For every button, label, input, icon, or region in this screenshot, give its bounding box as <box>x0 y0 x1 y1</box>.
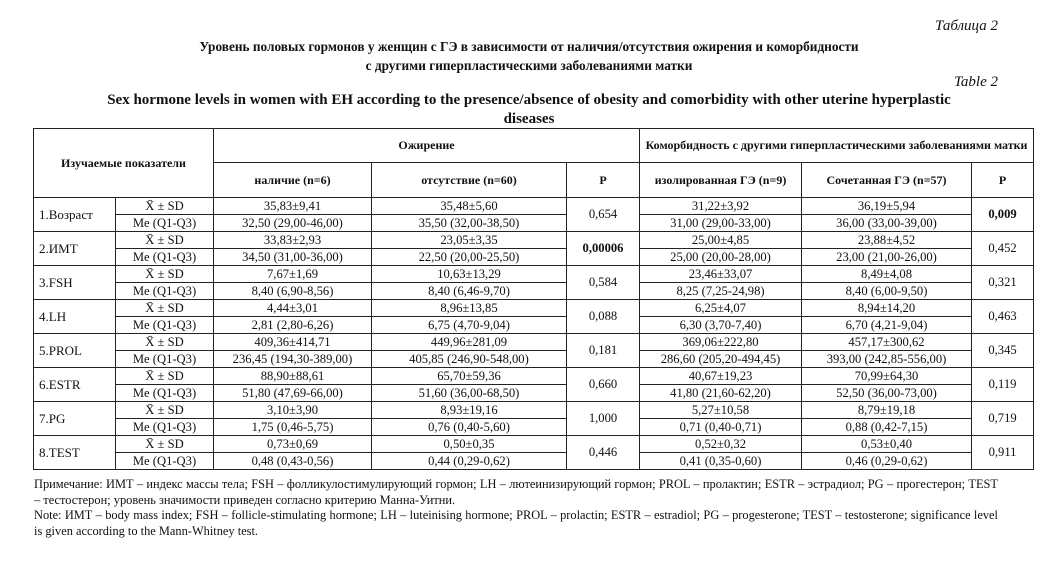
cell-combined-median: 0,46 (0,29-0,62) <box>802 453 972 470</box>
cell-present-median: 8,40 (6,90-8,56) <box>214 283 372 300</box>
cell-absent-median: 35,50 (32,00-38,50) <box>372 215 567 232</box>
cell-absent-median: 22,50 (20,00-25,50) <box>372 249 567 266</box>
stat-label-mean: X̄ ± SD <box>116 198 214 215</box>
cell-p-comorbidity: 0,009 <box>972 198 1034 232</box>
stat-label-mean: X̄ ± SD <box>116 334 214 351</box>
cell-combined-median: 6,70 (4,21-9,04) <box>802 317 972 334</box>
cell-isolated-median: 8,25 (7,25-24,98) <box>640 283 802 300</box>
cell-isolated-median: 0,41 (0,35-0,60) <box>640 453 802 470</box>
cell-absent-median: 51,60 (36,00-68,50) <box>372 385 567 402</box>
stat-label-median: Me (Q1-Q3) <box>116 385 214 402</box>
cell-p-comorbidity: 0,345 <box>972 334 1034 368</box>
cell-combined-median: 8,40 (6,00-9,50) <box>802 283 972 300</box>
cell-absent-mean: 65,70±59,36 <box>372 368 567 385</box>
cell-absent-mean: 449,96±281,09 <box>372 334 567 351</box>
cell-isolated-median: 6,30 (3,70-7,40) <box>640 317 802 334</box>
cell-combined-mean: 0,53±0,40 <box>802 436 972 453</box>
stat-label-mean: X̄ ± SD <box>116 402 214 419</box>
cell-combined-mean: 23,88±4,52 <box>802 232 972 249</box>
table-row <box>34 385 1034 402</box>
stat-label-median: Me (Q1-Q3) <box>116 351 214 368</box>
row-indicator-name: 3.FSH <box>34 266 116 300</box>
cell-present-mean: 35,83±9,41 <box>214 198 372 215</box>
stat-label-median: Me (Q1-Q3) <box>116 215 214 232</box>
cell-p-comorbidity: 0,452 <box>972 232 1034 266</box>
cell-isolated-mean: 369,06±222,80 <box>640 334 802 351</box>
row-indicator-name: 4.LH <box>34 300 116 334</box>
cell-isolated-median: 31,00 (29,00-33,00) <box>640 215 802 232</box>
stat-label-mean: X̄ ± SD <box>116 300 214 317</box>
table-row <box>34 215 1034 232</box>
cell-present-mean: 4,44±3,01 <box>214 300 372 317</box>
cell-present-median: 32,50 (29,00-46,00) <box>214 215 372 232</box>
table-row <box>34 402 1034 419</box>
row-indicator-name: 8.TEST <box>34 436 116 470</box>
stat-label-mean: X̄ ± SD <box>116 368 214 385</box>
cell-isolated-mean: 6,25±4,07 <box>640 300 802 317</box>
cell-absent-mean: 10,63±13,29 <box>372 266 567 283</box>
cell-absent-mean: 8,96±13,85 <box>372 300 567 317</box>
cell-combined-median: 36,00 (33,00-39,00) <box>802 215 972 232</box>
header-present: наличие (n=6) <box>214 163 372 198</box>
cell-isolated-median: 25,00 (20,00-28,00) <box>640 249 802 266</box>
cell-combined-mean: 8,94±14,20 <box>802 300 972 317</box>
cell-p-obesity: 0,088 <box>567 300 640 334</box>
cell-present-median: 0,48 (0,43-0,56) <box>214 453 372 470</box>
cell-present-median: 1,75 (0,46-5,75) <box>214 419 372 436</box>
cell-present-mean: 3,10±3,90 <box>214 402 372 419</box>
cell-absent-mean: 8,93±19,16 <box>372 402 567 419</box>
header-p2: P <box>972 163 1034 198</box>
cell-combined-median: 52,50 (36,00-73,00) <box>802 385 972 402</box>
cell-p-obesity: 1,000 <box>567 402 640 436</box>
title-en-line1: Sex hormone levels in women with EH according to the presence/absence of obesity and comorbidity with other uterine hyperplastic <box>107 92 951 108</box>
cell-p-comorbidity: 0,321 <box>972 266 1034 300</box>
table-row <box>34 249 1034 266</box>
cell-isolated-mean: 0,52±0,32 <box>640 436 802 453</box>
table-row <box>34 419 1034 436</box>
row-indicator-name: 6.ESTR <box>34 368 116 402</box>
cell-p-obesity: 0,446 <box>567 436 640 470</box>
table-row <box>34 232 1034 249</box>
stat-label-mean: X̄ ± SD <box>116 266 214 283</box>
cell-combined-median: 0,88 (0,42-7,15) <box>802 419 972 436</box>
table-row <box>34 334 1034 351</box>
cell-p-comorbidity: 0,719 <box>972 402 1034 436</box>
cell-absent-median: 0,76 (0,40-5,60) <box>372 419 567 436</box>
cell-combined-mean: 8,49±4,08 <box>802 266 972 283</box>
cell-p-comorbidity: 0,119 <box>972 368 1034 402</box>
table-row <box>34 266 1034 283</box>
header-p1: P <box>567 163 640 198</box>
table-row <box>34 351 1034 368</box>
header-isolated: изолированная ГЭ (n=9) <box>640 163 802 198</box>
row-indicator-name: 2.ИМТ <box>34 232 116 266</box>
cell-present-mean: 409,36±414,71 <box>214 334 372 351</box>
cell-combined-mean: 36,19±5,94 <box>802 198 972 215</box>
table-title-en <box>34 91 1024 129</box>
cell-p-obesity: 0,181 <box>567 334 640 368</box>
note-ru: Примечание: ИМТ – индекс массы тела; FSH – фолликулостимулирующий гормон; LH – лютеинизирующий гормон; PROL – пролактин; ESTR – эстрадиол; PG – прогестерон; TEST – тестостерон; уровень значимости приведен согласно критерию Манна-Уитни. <box>34 477 998 507</box>
table-label-ru: Таблица 2 <box>935 18 998 34</box>
table-row <box>34 453 1034 470</box>
cell-isolated-median: 286,60 (205,20-494,45) <box>640 351 802 368</box>
note-en: Note: ИМТ – body mass index; FSH – follicle-stimulating hormone; LH – luteinising hormone; PROL – prolactin; ESTR – estradiol; PG – progesterone; TEST – testosterone; significance level is given according to the Mann-Whitney test. <box>34 508 998 538</box>
cell-p-obesity: 0,654 <box>567 198 640 232</box>
cell-isolated-median: 41,80 (21,60-62,20) <box>640 385 802 402</box>
hormone-table <box>33 128 1034 470</box>
cell-present-median: 236,45 (194,30-389,00) <box>214 351 372 368</box>
header-comorbidity: Коморбидность с другими гиперпластическими заболеваниями матки <box>640 129 1034 163</box>
cell-combined-mean: 70,99±64,30 <box>802 368 972 385</box>
cell-p-obesity: 0,660 <box>567 368 640 402</box>
cell-isolated-mean: 25,00±4,85 <box>640 232 802 249</box>
cell-combined-mean: 8,79±19,18 <box>802 402 972 419</box>
title-en-line2: diseases <box>503 111 555 127</box>
cell-absent-mean: 0,50±0,35 <box>372 436 567 453</box>
cell-present-mean: 7,67±1,69 <box>214 266 372 283</box>
cell-absent-median: 8,40 (6,46-9,70) <box>372 283 567 300</box>
table-title-ru <box>34 37 1024 75</box>
cell-absent-median: 0,44 (0,29-0,62) <box>372 453 567 470</box>
cell-absent-mean: 35,48±5,60 <box>372 198 567 215</box>
table-row <box>34 317 1034 334</box>
cell-p-comorbidity: 0,463 <box>972 300 1034 334</box>
row-indicator-name: 7.PG <box>34 402 116 436</box>
cell-isolated-mean: 5,27±10,58 <box>640 402 802 419</box>
header-obesity: Ожирение <box>214 129 640 163</box>
stat-label-mean: X̄ ± SD <box>116 436 214 453</box>
stat-label-median: Me (Q1-Q3) <box>116 419 214 436</box>
stat-label-median: Me (Q1-Q3) <box>116 317 214 334</box>
table-label-en: Table 2 <box>953 74 998 90</box>
stat-label-mean: X̄ ± SD <box>116 232 214 249</box>
row-indicator-name: 5.PROL <box>34 334 116 368</box>
cell-absent-mean: 23,05±3,35 <box>372 232 567 249</box>
cell-present-median: 2,81 (2,80-6,26) <box>214 317 372 334</box>
header-combined: Сочетанная ГЭ (n=57) <box>802 163 972 198</box>
title-ru-line1: Уровень половых гормонов у женщин с ГЭ в зависимости от наличия/отсутствия ожирения и коморбидности <box>199 39 859 54</box>
cell-p-obesity: 0,584 <box>567 266 640 300</box>
table-row <box>34 283 1034 300</box>
cell-present-mean: 0,73±0,69 <box>214 436 372 453</box>
stat-label-median: Me (Q1-Q3) <box>116 453 214 470</box>
cell-present-mean: 33,83±2,93 <box>214 232 372 249</box>
table-row <box>34 300 1034 317</box>
cell-isolated-mean: 40,67±19,23 <box>640 368 802 385</box>
table-row <box>34 436 1034 453</box>
stat-label-median: Me (Q1-Q3) <box>116 249 214 266</box>
stat-label-median: Me (Q1-Q3) <box>116 283 214 300</box>
header-indicators: Изучаемые показатели <box>34 129 214 198</box>
table-row <box>34 198 1034 215</box>
cell-present-median: 34,50 (31,00-36,00) <box>214 249 372 266</box>
cell-isolated-mean: 23,46±33,07 <box>640 266 802 283</box>
cell-p-obesity: 0,00006 <box>567 232 640 266</box>
cell-combined-median: 393,00 (242,85-556,00) <box>802 351 972 368</box>
cell-isolated-mean: 31,22±3,92 <box>640 198 802 215</box>
cell-absent-median: 6,75 (4,70-9,04) <box>372 317 567 334</box>
table-notes <box>34 477 998 539</box>
cell-absent-median: 405,85 (246,90-548,00) <box>372 351 567 368</box>
title-ru-line2: с другими гиперпластическими заболеваниями матки <box>365 58 693 73</box>
cell-present-median: 51,80 (47,69-66,00) <box>214 385 372 402</box>
table-row <box>34 368 1034 385</box>
cell-present-mean: 88,90±88,61 <box>214 368 372 385</box>
cell-combined-mean: 457,17±300,62 <box>802 334 972 351</box>
header-absent: отсутствие (n=60) <box>372 163 567 198</box>
cell-p-comorbidity: 0,911 <box>972 436 1034 470</box>
cell-combined-median: 23,00 (21,00-26,00) <box>802 249 972 266</box>
cell-isolated-median: 0,71 (0,40-0,71) <box>640 419 802 436</box>
row-indicator-name: 1.Возраст <box>34 198 116 232</box>
